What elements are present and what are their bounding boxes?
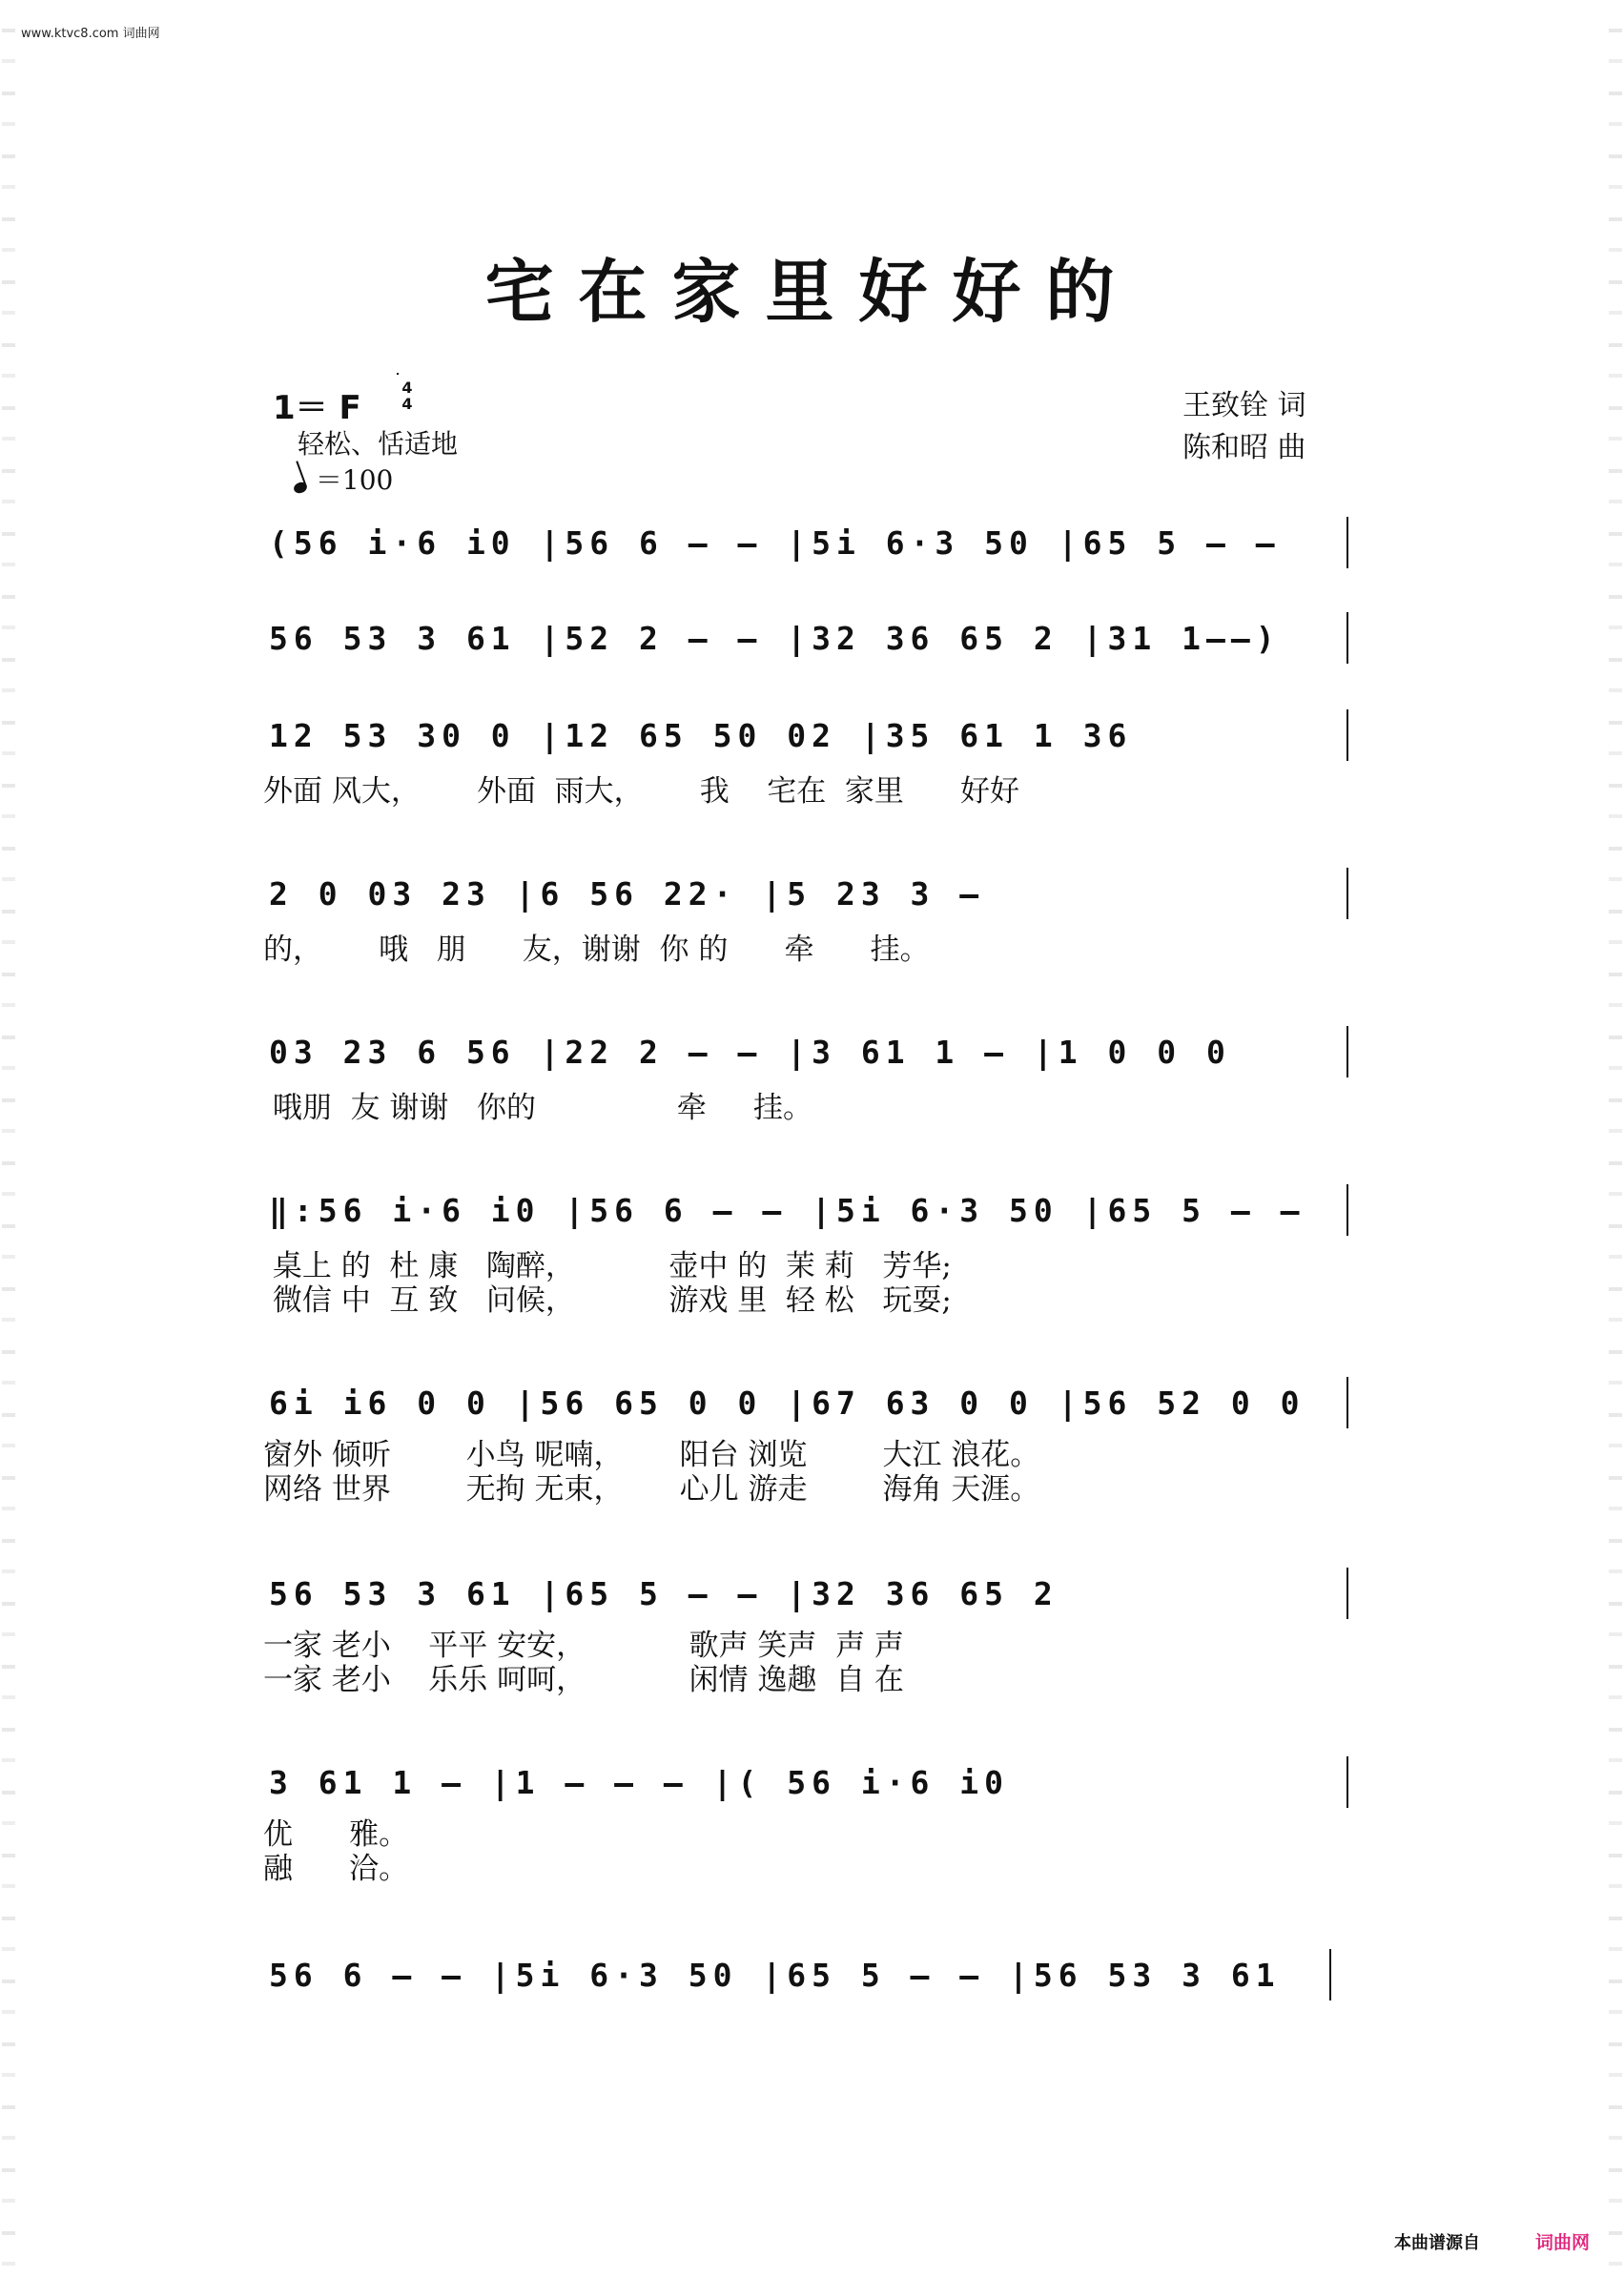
barline — [1346, 1568, 1348, 1619]
song-title: 宅在家里好好的 — [484, 251, 1140, 332]
lyric-line-verse-1: 一家 老小 平平 安安， 歌声 笑声 声 声 — [263, 1629, 904, 1663]
notation-line: 3 61 1 — |1 — — — |( 56 i·6 i0 — [269, 1764, 1010, 1801]
time-signature-top: 4 — [401, 379, 413, 397]
site-url: www.ktvc8.com 词曲网 — [21, 27, 160, 41]
notation-line: 2 0 03 23 |6 56 22· |5 23 3 — — [269, 875, 985, 913]
tempo-mark — [294, 460, 393, 498]
right-watermark-strip — [1609, 0, 1622, 2277]
barline — [1346, 709, 1348, 761]
lyric-line-verse-1: 优 雅。 — [263, 1817, 409, 1852]
barline — [1346, 517, 1348, 568]
barline — [1346, 1377, 1348, 1428]
composer-credit: 陈和昭 曲 — [1182, 431, 1306, 464]
notation-line: 56 6 — — |5i 6·3 50 |65 5 — — |56 53 3 61 — [269, 1957, 1281, 1994]
barline — [1346, 612, 1348, 664]
notation-line: (56 i·6 i0 |56 6 — — |5i 6·3 50 |65 5 — — — [269, 524, 1281, 562]
lyric-line-verse-2: 融 洽。 — [263, 1852, 409, 1886]
barline — [1346, 1026, 1348, 1077]
lyric-line-verse-1: 窗外 倾听 小鸟 呢喃， 阳台 浏览 大江 浪花。 — [263, 1438, 1040, 1472]
key-signature: 1＝ F — [273, 389, 361, 427]
footer-logo[interactable]: 词曲网 — [1535, 2232, 1591, 2253]
quarter-note-icon — [293, 481, 309, 495]
notation-line: 03 23 6 56 |22 2 — — |3 61 1 — |1 0 0 0 — [269, 1034, 1231, 1071]
footer-source-text: 本曲谱源自 — [1394, 2233, 1480, 2253]
barline — [1346, 1184, 1348, 1236]
barline — [1346, 1756, 1348, 1808]
notation-line: 12 53 30 0 |12 65 50 02 |35 61 1 36 — [269, 717, 1133, 754]
tempo-value: ＝100 — [315, 464, 394, 496]
notation-line: 56 53 3 61 |52 2 — — |32 36 65 2 |31 1——) — [269, 620, 1281, 657]
notation-line: 56 53 3 61 |65 5 — — |32 36 65 2 — [269, 1575, 1059, 1612]
expression-mark: 轻松、恬适地 — [298, 428, 459, 460]
lyric-line-verse-1: 桌上 的 杜 康 陶醉， 壶中 的 茉 莉 芳华; — [263, 1249, 952, 1283]
lyric-line-verse-2: 网络 世界 无拘 无束， 心儿 游走 海角 天涯。 — [263, 1472, 1040, 1507]
barline — [1346, 868, 1348, 919]
time-signature — [397, 380, 418, 412]
notation-line: ‖:56 i·6 i0 |56 6 — — |5i 6·3 50 |65 5 — — — [269, 1192, 1305, 1229]
lyric-line: 哦朋 友 谢谢 你的 牵 挂。 — [263, 1091, 813, 1125]
lyricist-credit: 王致铨 词 — [1182, 389, 1306, 422]
time-signature-bottom: 4 — [401, 395, 413, 413]
left-watermark-strip — [2, 0, 15, 2277]
lyric-line-verse-2: 一家 老小 乐乐 呵呵， 闲情 逸趣 自 在 — [263, 1663, 904, 1697]
notation-line: 6i i6 0 0 |56 65 0 0 |67 63 0 0 |56 52 0 0 — [269, 1385, 1305, 1422]
lyric-line: 外面 风大， 外面 雨大， 我 宅在 家里 好好 — [263, 774, 1020, 809]
lyric-line-verse-2: 微信 中 互 致 问候， 游戏 里 轻 松 玩耍; — [263, 1283, 952, 1318]
lyric-line: 的， 哦 朋 友，谢谢 你 的 牵 挂。 — [263, 933, 930, 967]
barline — [1329, 1949, 1331, 2000]
